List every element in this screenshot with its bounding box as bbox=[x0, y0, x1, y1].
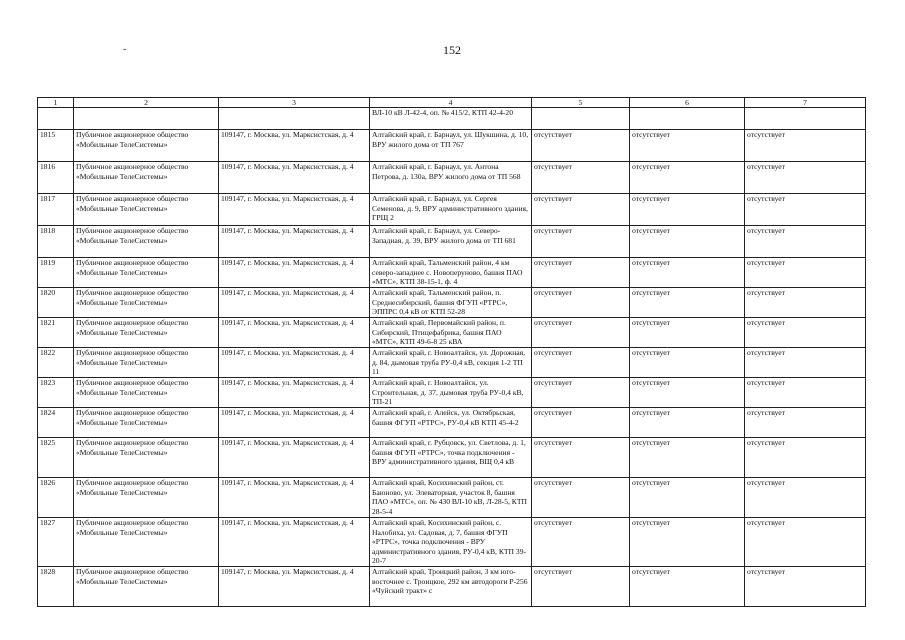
row-organization: Публичное акционерное общество «Мобильные ТелеСистемы» bbox=[74, 318, 219, 348]
row-address: 109147, г. Москва, ул. Марксистская, д. 4 bbox=[219, 438, 370, 478]
row-col6: отсутствует bbox=[630, 518, 745, 567]
row-number: 1821 bbox=[38, 318, 74, 348]
table-row bbox=[38, 478, 866, 518]
row-col7: отсутствует bbox=[745, 478, 866, 518]
row-number: 1819 bbox=[38, 258, 74, 288]
row-organization: Публичное акционерное общество «Мобильные ТелеСистемы» bbox=[74, 378, 219, 408]
row-number: 1828 bbox=[38, 567, 74, 607]
row-location: Алтайский край, г. Барнаул, ул. Сергея Семенова, д. 9, ВРУ административного здания, ГРЩ 2 bbox=[370, 194, 532, 226]
row-location: Алтайский край, г. Алейск, ул. Октябрьская, башня ФГУП «РТРС», РУ-0,4 кВ КТП 45-4-2 bbox=[370, 408, 532, 438]
row-col6: отсутствует bbox=[630, 478, 745, 518]
table-row bbox=[38, 438, 866, 478]
row-organization: Публичное акционерное общество «Мобильные ТелеСистемы» bbox=[74, 226, 219, 258]
col-header-5: 5 bbox=[532, 98, 630, 108]
continuation-location: ВЛ-10 кВ Л-42-4, оп. № 415/2, КТП 42-4-20 bbox=[370, 108, 532, 130]
row-location: Алтайский край, г. Барнаул, ул. Шукшина, д. 10, ВРУ жилого дома от ТП 767 bbox=[370, 130, 532, 162]
row-col6: отсутствует bbox=[630, 348, 745, 378]
row-col5: отсутствует bbox=[532, 567, 630, 607]
row-organization: Публичное акционерное общество «Мобильные ТелеСистемы» bbox=[74, 130, 219, 162]
row-number: 1817 bbox=[38, 194, 74, 226]
row-address: 109147, г. Москва, ул. Марксистская, д. 4 bbox=[219, 348, 370, 378]
table-row bbox=[38, 567, 866, 607]
page-dash: - bbox=[123, 44, 127, 55]
continuation-row bbox=[38, 108, 866, 130]
row-col7: отсутствует bbox=[745, 408, 866, 438]
row-organization: Публичное акционерное общество «Мобильные ТелеСистемы» bbox=[74, 567, 219, 607]
row-col7: отсутствует bbox=[745, 130, 866, 162]
row-col6: отсутствует bbox=[630, 130, 745, 162]
table-row bbox=[38, 408, 866, 438]
row-col5: отсутствует bbox=[532, 162, 630, 194]
row-col6: отсутствует bbox=[630, 318, 745, 348]
col-header-7: 7 bbox=[745, 98, 866, 108]
col-header-2: 2 bbox=[74, 98, 219, 108]
row-col5: отсутствует bbox=[532, 226, 630, 258]
row-location: Алтайский край, г. Барнаул, ул. Антона Петрова, д. 130а, ВРУ жилого дома от ТП 568 bbox=[370, 162, 532, 194]
row-location: Алтайский край, Косихинский район, с. Налобиха, ул. Садовая, д. 7, башня ФГУП «РТРС», точка подключения - ВРУ административного здания, РУ-0,4 кВ, КТП 39-20-7 bbox=[370, 518, 532, 567]
row-organization: Публичное акционерное общество «Мобильные ТелеСистемы» bbox=[74, 478, 219, 518]
row-organization: Публичное акционерное общество «Мобильные ТелеСистемы» bbox=[74, 408, 219, 438]
row-address: 109147, г. Москва, ул. Марксистская, д. 4 bbox=[219, 288, 370, 318]
row-location: Алтайский край, г. Рубцовск, ул. Светлова, д. 1, башня ФГУП «РТРС», точка подключения - ВРУ административного здания, ВЩ 0,4 кВ bbox=[370, 438, 532, 478]
row-col5: отсутствует bbox=[532, 518, 630, 567]
row-location: Алтайский край, г. Новоалтайск, ул. Строительная, д. 37, дымовая труба РУ-0,4 кВ, ТП-21 bbox=[370, 378, 532, 408]
page-number: 152 bbox=[443, 43, 461, 57]
row-number: 1824 bbox=[38, 408, 74, 438]
row-number: 1823 bbox=[38, 378, 74, 408]
table-row bbox=[38, 378, 866, 408]
row-col6: отсутствует bbox=[630, 288, 745, 318]
row-organization: Публичное акционерное общество «Мобильные ТелеСистемы» bbox=[74, 194, 219, 226]
row-location: Алтайский край, г. Новоалтайск, ул. Дорожная, д. 84, дымовая труба РУ-0,4 кВ, секция 1-2 ТП 11 bbox=[370, 348, 532, 378]
row-number: 1815 bbox=[38, 130, 74, 162]
row-organization: Публичное акционерное общество «Мобильные ТелеСистемы» bbox=[74, 438, 219, 478]
table-row bbox=[38, 258, 866, 288]
table-row bbox=[38, 162, 866, 194]
row-col5: отсутствует bbox=[532, 258, 630, 288]
col-header-4: 4 bbox=[370, 98, 532, 108]
row-col6: отсутствует bbox=[630, 258, 745, 288]
header-row bbox=[38, 98, 866, 108]
row-col7: отсутствует bbox=[745, 318, 866, 348]
row-col7: отсутствует bbox=[745, 288, 866, 318]
row-address: 109147, г. Москва, ул. Марксистская, д. 4 bbox=[219, 567, 370, 607]
row-number: 1822 bbox=[38, 348, 74, 378]
row-address: 109147, г. Москва, ул. Марксистская, д. 4 bbox=[219, 226, 370, 258]
row-number: 1820 bbox=[38, 288, 74, 318]
row-location: Алтайский край, Тальменский район, 4 км северо-западнее с. Новоперуново, башня ПАО «МТС», КТП 38-15-1, ф. 4 bbox=[370, 258, 532, 288]
row-col6: отсутствует bbox=[630, 567, 745, 607]
row-col7: отсутствует bbox=[745, 162, 866, 194]
table-row bbox=[38, 518, 866, 567]
row-address: 109147, г. Москва, ул. Марксистская, д. 4 bbox=[219, 408, 370, 438]
table-row bbox=[38, 318, 866, 348]
row-organization: Публичное акционерное общество «Мобильные ТелеСистемы» bbox=[74, 518, 219, 567]
col-header-1: 1 bbox=[38, 98, 74, 108]
row-col7: отсутствует bbox=[745, 567, 866, 607]
row-col6: отсутствует bbox=[630, 194, 745, 226]
row-location: Алтайский край, Троицкий район, 3 км юго-восточнее с. Троицкое, 292 км автодороги Р-256 «Чуйский тракт» с bbox=[370, 567, 532, 607]
row-address: 109147, г. Москва, ул. Марксистская, д. 4 bbox=[219, 258, 370, 288]
row-organization: Публичное акционерное общество «Мобильные ТелеСистемы» bbox=[74, 258, 219, 288]
row-col6: отсутствует bbox=[630, 408, 745, 438]
row-address: 109147, г. Москва, ул. Марксистская, д. 4 bbox=[219, 130, 370, 162]
row-col5: отсутствует bbox=[532, 130, 630, 162]
col-header-3: 3 bbox=[219, 98, 370, 108]
row-col6: отсутствует bbox=[630, 438, 745, 478]
registry-table bbox=[37, 97, 866, 607]
row-number: 1827 bbox=[38, 518, 74, 567]
row-organization: Публичное акционерное общество «Мобильные ТелеСистемы» bbox=[74, 162, 219, 194]
row-col5: отсутствует bbox=[532, 438, 630, 478]
col-header-6: 6 bbox=[630, 98, 745, 108]
table-row bbox=[38, 194, 866, 226]
row-col5: отсутствует bbox=[532, 318, 630, 348]
row-location: Алтайский край, г. Барнаул, ул. Северо-Западная, д. 39, ВРУ жилого дома от ТП 681 bbox=[370, 226, 532, 258]
row-col7: отсутствует bbox=[745, 518, 866, 567]
row-location: Алтайский край, Косихинский район, ст. Баюново, ул. Элеваторная, участок 8, башня ПАО «МТС», оп. № 430 ВЛ-10 кВ, Л-28-5, КТП 28-5-4 bbox=[370, 478, 532, 518]
row-col6: отсутствует bbox=[630, 162, 745, 194]
row-col5: отсутствует bbox=[532, 288, 630, 318]
table-row bbox=[38, 226, 866, 258]
row-col7: отсутствует bbox=[745, 378, 866, 408]
row-number: 1825 bbox=[38, 438, 74, 478]
row-col6: отсутствует bbox=[630, 378, 745, 408]
row-col7: отсутствует bbox=[745, 258, 866, 288]
row-col7: отсутствует bbox=[745, 194, 866, 226]
row-address: 109147, г. Москва, ул. Марксистская, д. 4 bbox=[219, 378, 370, 408]
row-col5: отсутствует bbox=[532, 378, 630, 408]
table-row bbox=[38, 130, 866, 162]
row-col5: отсутствует bbox=[532, 194, 630, 226]
row-col6: отсутствует bbox=[630, 226, 745, 258]
row-col5: отсутствует bbox=[532, 408, 630, 438]
row-address: 109147, г. Москва, ул. Марксистская, д. 4 bbox=[219, 318, 370, 348]
row-col7: отсутствует bbox=[745, 438, 866, 478]
row-address: 109147, г. Москва, ул. Марксистская, д. 4 bbox=[219, 194, 370, 226]
row-col5: отсутствует bbox=[532, 348, 630, 378]
row-number: 1816 bbox=[38, 162, 74, 194]
table-row bbox=[38, 288, 866, 318]
row-number: 1818 bbox=[38, 226, 74, 258]
row-col5: отсутствует bbox=[532, 478, 630, 518]
row-address: 109147, г. Москва, ул. Марксистская, д. 4 bbox=[219, 478, 370, 518]
row-organization: Публичное акционерное общество «Мобильные ТелеСистемы» bbox=[74, 348, 219, 378]
row-number: 1826 bbox=[38, 478, 74, 518]
row-col7: отсутствует bbox=[745, 348, 866, 378]
row-location: Алтайский край, Тальменский район, п. Среднесибирский, башня ФГУП «РТРС», ЭППРС 0,4 кВ от КТП 52-28 bbox=[370, 288, 532, 318]
row-address: 109147, г. Москва, ул. Марксистская, д. 4 bbox=[219, 518, 370, 567]
row-organization: Публичное акционерное общество «Мобильные ТелеСистемы» bbox=[74, 288, 219, 318]
row-address: 109147, г. Москва, ул. Марксистская, д. 4 bbox=[219, 162, 370, 194]
table-row bbox=[38, 348, 866, 378]
row-location: Алтайский край, Первомайский район, п. Сибирский, Птицефабрика, башня ПАО «МТС», КТП 49-6-8 25 кВА bbox=[370, 318, 532, 348]
row-col7: отсутствует bbox=[745, 226, 866, 258]
